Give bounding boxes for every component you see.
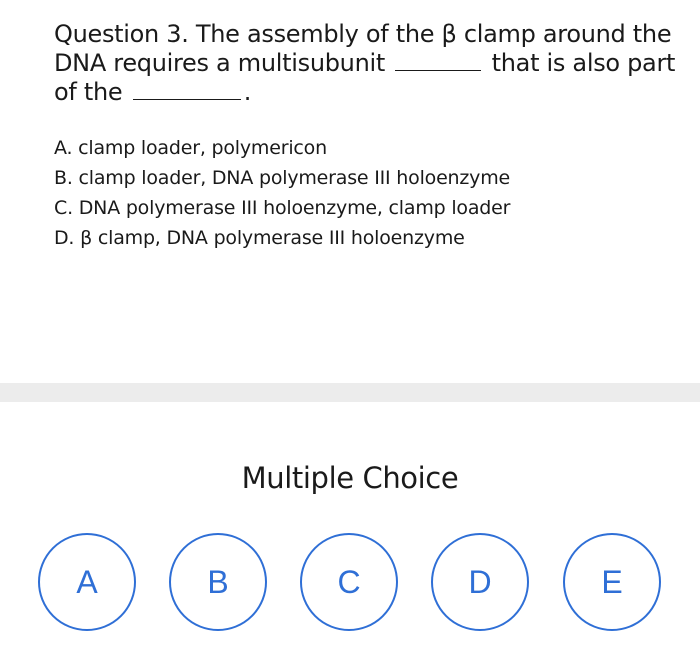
choice-buttons	[38, 533, 664, 635]
choice-button-a[interactable]	[38, 533, 136, 631]
question-line-2	[54, 49, 676, 78]
choice-label-b: B	[207, 563, 229, 600]
answer-panel-title: Multiple Choice	[241, 461, 459, 495]
question-line-3-end: .	[243, 78, 252, 106]
choice-button-d[interactable]	[431, 533, 529, 631]
choice-button-e[interactable]	[563, 533, 661, 631]
choice-button-c[interactable]	[300, 533, 398, 631]
option-b: B. clamp loader, DNA polymerase III holoenzyme	[54, 167, 511, 189]
options-list	[54, 133, 510, 253]
answer-blank-2	[133, 79, 241, 100]
choice-label-c: C	[337, 563, 361, 600]
question-line-2-end: that is also part	[491, 49, 676, 77]
option-d: D. β clamp, DNA polymerase III holoenzyme	[54, 227, 465, 249]
choice-label-a: A	[76, 563, 98, 600]
question-text	[54, 20, 676, 107]
answer-panel	[0, 402, 700, 661]
section-divider	[0, 383, 700, 402]
choice-label-d: D	[468, 563, 492, 600]
question-line-3	[54, 78, 654, 107]
choice-button-b[interactable]	[169, 533, 267, 631]
question-line-2-start: DNA requires a multisubunit	[54, 49, 385, 77]
question-line-1: Question 3. The assembly of the β clamp around the	[54, 20, 672, 48]
question-line-3-start: of the	[54, 78, 123, 106]
answer-blank-1	[395, 50, 481, 71]
option-a: A. clamp loader, polymericon	[54, 137, 327, 159]
option-c: C. DNA polymerase III holoenzyme, clamp loader	[54, 197, 511, 219]
choice-label-e: E	[601, 563, 623, 600]
